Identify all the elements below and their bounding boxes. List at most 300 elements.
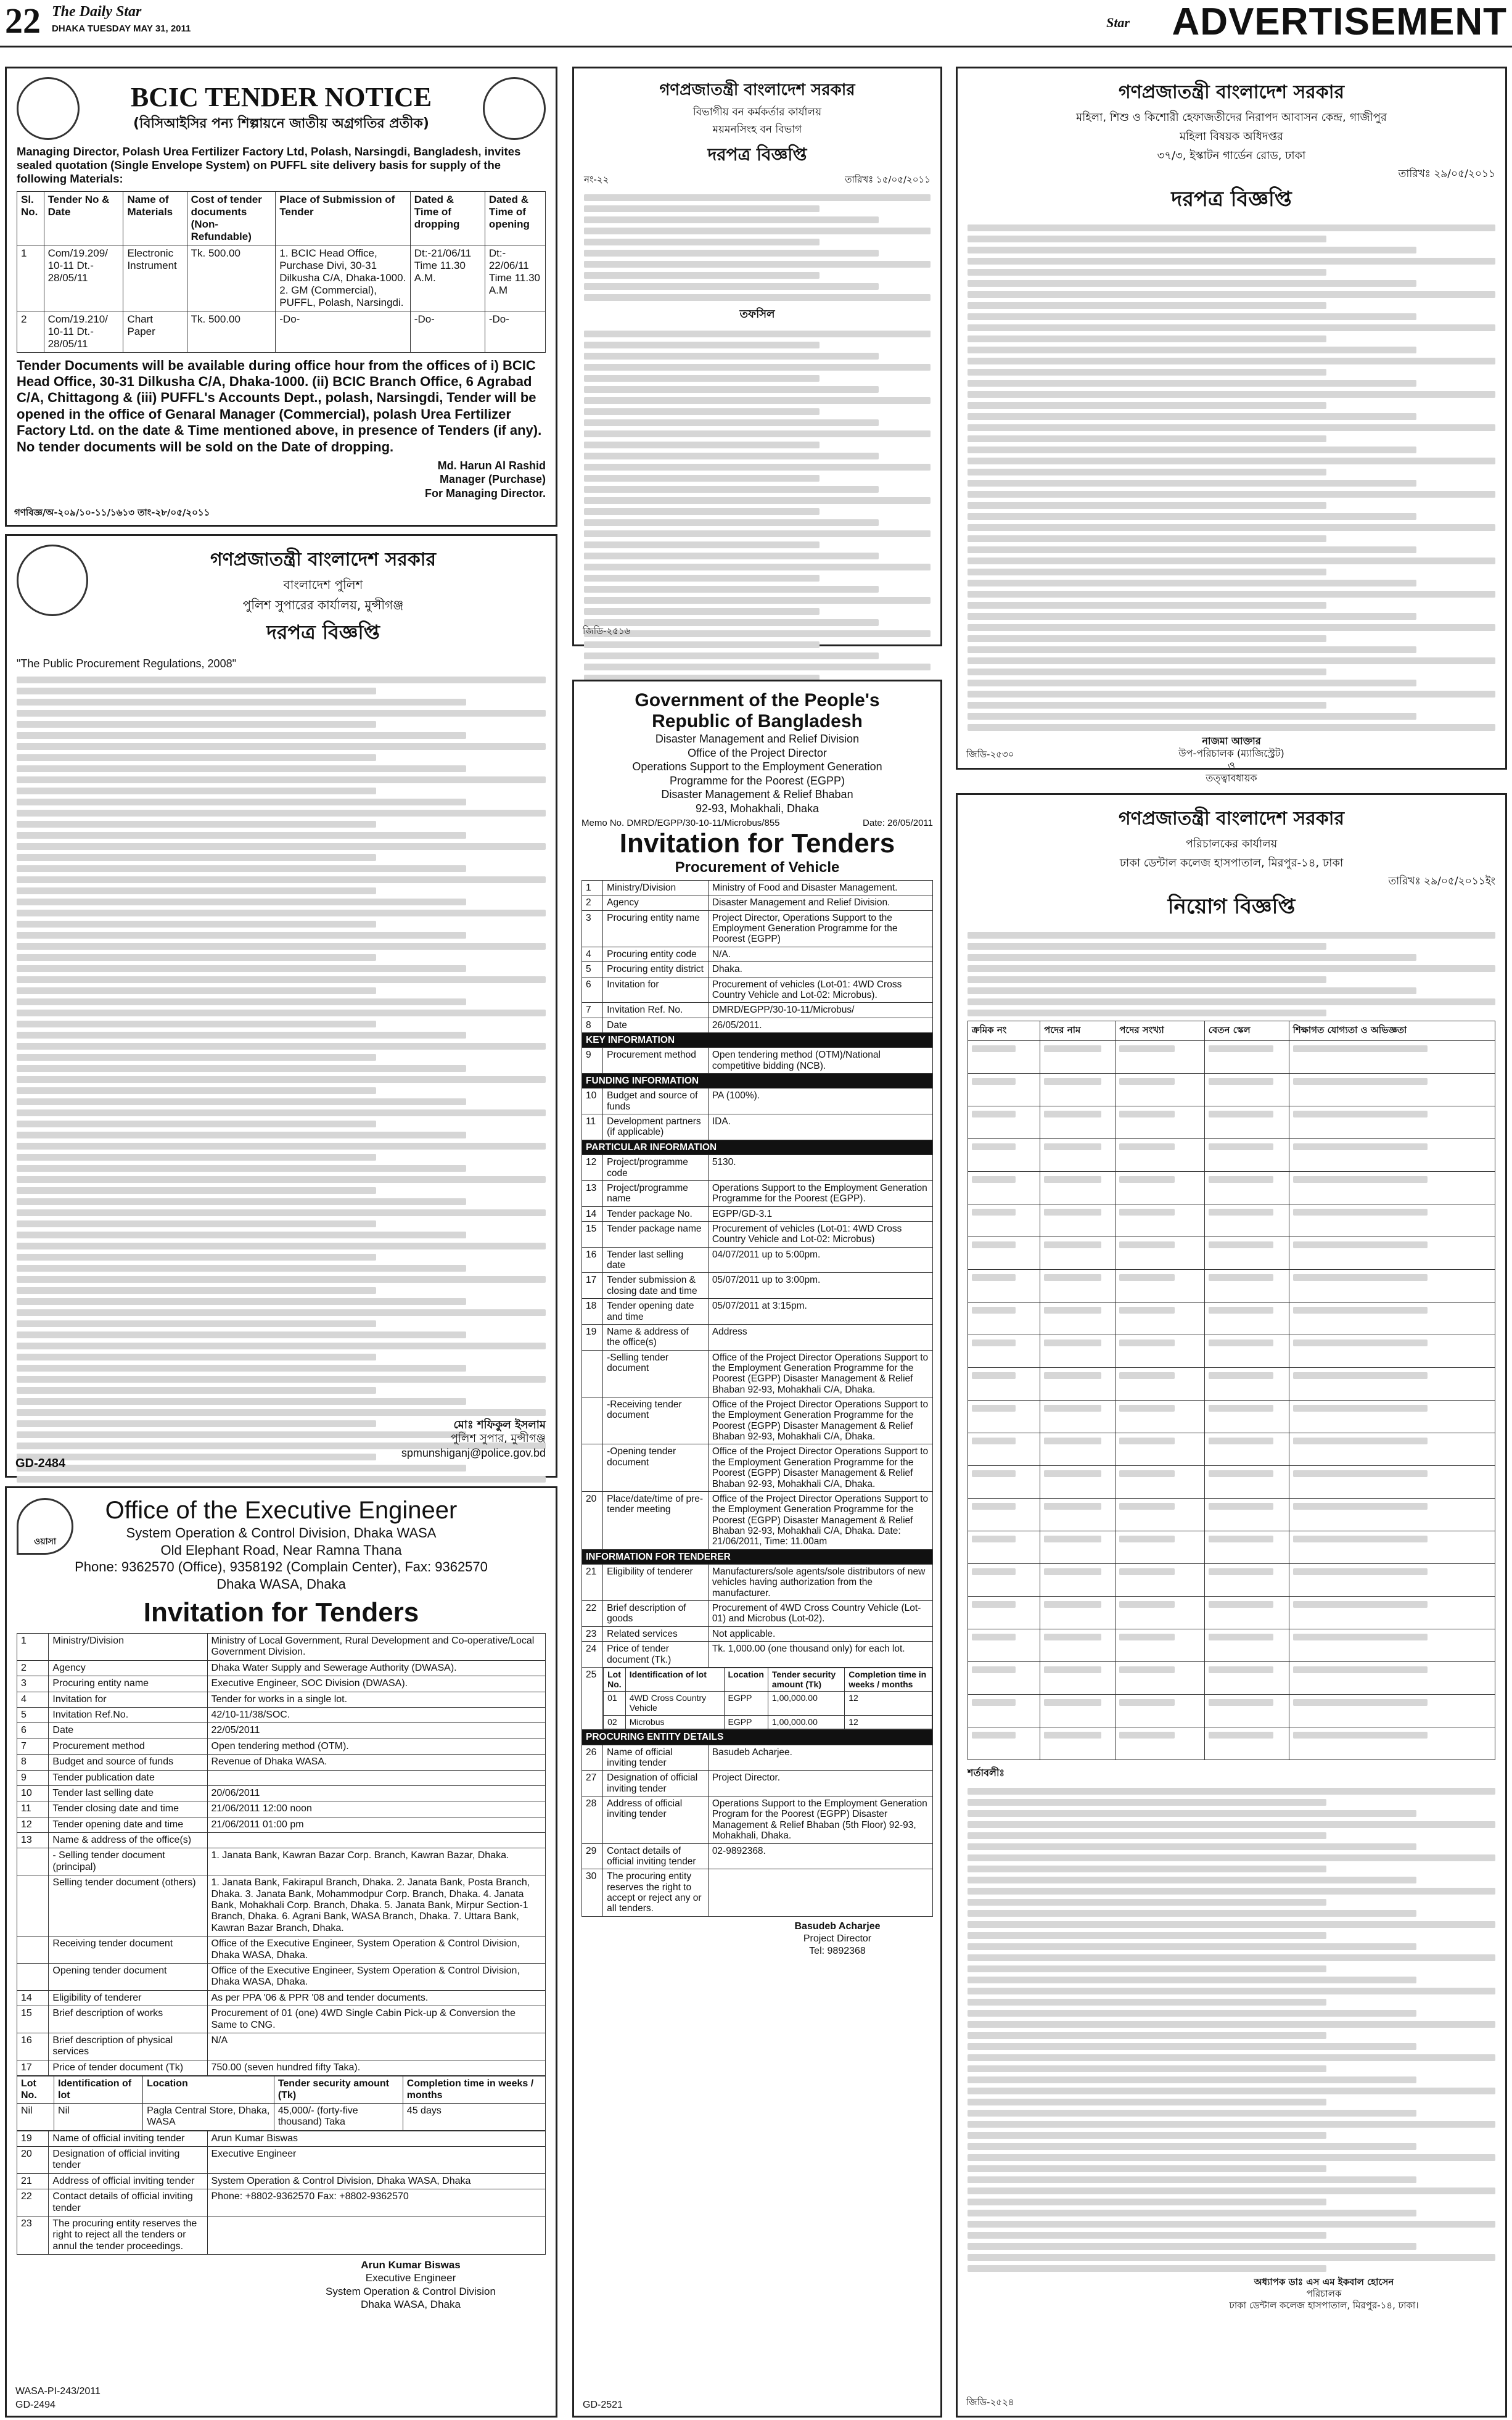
- illegible-text-line: [17, 832, 466, 839]
- illegible-text-line: [17, 1010, 546, 1016]
- table-row: [968, 1139, 1495, 1172]
- illegible-text-line: [968, 258, 1495, 265]
- illegible-text-line: [968, 435, 1326, 442]
- table-cell: [1116, 1499, 1205, 1531]
- row-number: 24: [582, 1642, 603, 1668]
- illegible-text-line: [968, 1010, 1326, 1016]
- field-label: Project/programme code: [603, 1155, 709, 1181]
- wasa-headline: Invitation for Tenders: [143, 1597, 419, 1628]
- illegible-text-line: [968, 413, 1416, 420]
- signatory-title: Manager (Purchase): [439, 473, 546, 486]
- illegible-text-line: [1293, 1405, 1428, 1412]
- field-label: Name of official inviting tender: [603, 1745, 709, 1771]
- field-value: DMRD/EGPP/30-10-11/Microbus/: [708, 1003, 932, 1018]
- signatory-name: নাজমা আক্তার: [1202, 735, 1261, 747]
- table-cell: [1204, 1629, 1289, 1662]
- dropping-time: Dt:-21/06/11 Time 11.30 A.M.: [410, 245, 485, 311]
- lot-identification: Microbus: [625, 1715, 724, 1729]
- illegible-text-line: [968, 1921, 1495, 1928]
- illegible-text-line: [17, 1309, 546, 1316]
- table-cell: [1204, 1172, 1289, 1204]
- disaster-tender-notice: [572, 680, 942, 2418]
- table-cell: [1040, 1695, 1116, 1727]
- field-value: Office of the Project Director Operations Support to the Employment Generation Programme for the Poorest (EGPP) Disaster Management & Relief Bhaban 92-93, Mohakhali C/A, Dhaka.: [708, 1444, 932, 1491]
- table-cell: [1289, 1335, 1495, 1368]
- field-value: Project Director.: [708, 1771, 932, 1796]
- table-row: [582, 947, 933, 961]
- table-cell: [1116, 1172, 1205, 1204]
- address-line: Phone: 9362570 (Office), 9358192 (Complain Center), Fax: 9362570: [75, 1559, 488, 1574]
- illegible-text-line: [17, 1465, 466, 1471]
- illegible-text-line: [972, 1241, 1016, 1248]
- field-label: Brief description of goods: [603, 1601, 709, 1627]
- forest-dept: ময়মনসিংহ বন বিভাগ: [712, 123, 802, 136]
- table-cell: [1116, 1466, 1205, 1499]
- column-header: Name of Materials: [123, 191, 187, 245]
- signatory-org: Dhaka WASA, Dhaka: [361, 2298, 461, 2310]
- submission-place: 1. BCIC Head Office, Purchase Divi, 30-31 Dilkusha C/A, Dhaka-1000. 2. GM (Commercial), PUFFL, Polash, Narsingdi.: [276, 245, 411, 311]
- field-label: Tender closing date and time: [49, 1801, 207, 1817]
- column-header: Cost of tender documents (Non-Refundable): [187, 191, 276, 245]
- table-row: [17, 1723, 546, 1739]
- field-label: Tender package name: [603, 1221, 709, 1247]
- bcic-ref: গণবিজ্ঞ/অ-২০৯/১০-১১/১৬১৩ তাং-২৮/০৫/২০১১: [14, 507, 210, 518]
- illegible-text-line: [17, 843, 546, 850]
- row-number: 21: [17, 2173, 49, 2189]
- table-row: [968, 1531, 1495, 1564]
- illegible-text-line: [968, 1843, 1416, 1850]
- illegible-text-line: [1044, 1176, 1101, 1183]
- field-label: Budget and source of funds: [49, 1755, 207, 1770]
- column-header: Location: [143, 2076, 274, 2104]
- table-cell: [1204, 1074, 1289, 1106]
- row-number: 26: [582, 1745, 603, 1771]
- field-value: IDA.: [708, 1114, 932, 1140]
- illegible-text-line: [1209, 1340, 1273, 1346]
- illegible-text-line: [1044, 1503, 1101, 1510]
- table-row: [604, 1715, 932, 1729]
- illegible-text-line: [968, 2199, 1326, 2205]
- illegible-text-line: [968, 702, 1326, 709]
- illegible-text-line: [1209, 1045, 1273, 1052]
- illegible-text-line: [17, 1331, 466, 1338]
- field-value: [207, 2216, 546, 2255]
- illegible-text-line: [968, 1810, 1416, 1817]
- illegible-text-line: [1209, 1470, 1273, 1477]
- table-cell: [1204, 1695, 1289, 1727]
- opening-time: Dt:- 22/06/11 Time 11.30 A.M: [485, 245, 545, 311]
- table-row: [17, 1739, 546, 1754]
- illegible-text-line: [1119, 1699, 1174, 1706]
- illegible-text-line: [1209, 1601, 1273, 1608]
- signatory-title: Executive Engineer: [365, 2272, 456, 2284]
- illegible-text-line: [17, 788, 376, 794]
- illegible-text-line: [968, 324, 1495, 331]
- table-row: [582, 1018, 933, 1032]
- illegible-text-line: [1119, 1470, 1174, 1477]
- table-cell: [1040, 1662, 1116, 1695]
- table-cell: [1204, 1466, 1289, 1499]
- table-row: [582, 1048, 933, 1074]
- signatory-phone: Tel: 9892368: [809, 1945, 866, 1956]
- illegible-text-line: [1209, 1307, 1273, 1314]
- row-number: [582, 1397, 603, 1444]
- field-value: 04/07/2011 up to 5:00pm.: [708, 1247, 932, 1273]
- illegible-text-line: [1293, 1470, 1428, 1477]
- illegible-text-line: [17, 1043, 546, 1050]
- disaster-subhead: Procurement of Vehicle: [675, 859, 840, 876]
- illegible-text-line: [17, 1398, 466, 1405]
- illegible-text-line: [17, 887, 376, 894]
- illegible-text-line: [1293, 1634, 1428, 1640]
- table-row: [582, 1796, 933, 1843]
- illegible-text-line: [1119, 1241, 1174, 1248]
- row-number: 13: [17, 1833, 49, 1848]
- illegible-text-line: [968, 635, 1326, 642]
- illegible-text-line: [968, 2010, 1416, 2017]
- field-value: 1. Janata Bank, Kawran Bazar Corp. Branch, Kawran Bazar, Dhaka.: [207, 1848, 546, 1875]
- illegible-text-line: [17, 1154, 376, 1161]
- illegible-text-line: [972, 1732, 1016, 1739]
- field-label: Eligibility of tenderer: [603, 1565, 709, 1601]
- illegible-text-line: [17, 1021, 376, 1027]
- illegible-text-line: [972, 1209, 1016, 1216]
- illegible-text-line: [17, 1165, 466, 1172]
- bcic-signatory: [17, 459, 546, 501]
- field-label: Price of tender document (Tk.): [603, 1642, 709, 1668]
- illegible-text-line: [968, 1866, 1326, 1872]
- illegible-text-line: [968, 1854, 1495, 1861]
- illegible-text-line: [1119, 1209, 1174, 1216]
- tender-no: Com/19.209/ 10-11 Dt.- 28/05/11: [44, 245, 123, 311]
- illegible-text-line: [972, 1078, 1016, 1085]
- illegible-text-line: [1119, 1601, 1174, 1608]
- table-row: [582, 1745, 933, 1771]
- illegible-text-line: [968, 2021, 1495, 2028]
- forest-intro: [584, 194, 931, 301]
- illegible-text-line: [1293, 1601, 1428, 1608]
- illegible-text-line: [968, 2232, 1326, 2239]
- table-row: [582, 895, 933, 910]
- illegible-text-line: [968, 1965, 1326, 1972]
- illegible-text-line: [584, 342, 820, 348]
- illegible-text-line: [968, 480, 1416, 487]
- table-row: [17, 1755, 546, 1770]
- table-cell: [1116, 1237, 1205, 1270]
- illegible-text-line: [17, 1254, 376, 1261]
- signatory-org: ঢাকা ডেন্টাল কলেজ হাসপাতাল, মিরপুর-১৪, ঢাকা।: [1229, 2299, 1419, 2311]
- illegible-text-line: [968, 513, 1416, 520]
- table-row: [604, 1692, 932, 1715]
- forest-tender-notice: [572, 67, 942, 646]
- field-value: 20/06/2011: [207, 1785, 546, 1801]
- field-value: Operations Support to the Employment Generation Program for the Poorest (EGPP) Disaster Management & Relief Bhaban (5th Floor) 92-93, Mohakhali, Dhaka.: [708, 1796, 932, 1843]
- illegible-text-line: [1209, 1274, 1273, 1281]
- illegible-text-line: [1044, 1111, 1101, 1117]
- illegible-text-line: [17, 1198, 466, 1205]
- illegible-text-line: [584, 652, 879, 659]
- illegible-text-line: [17, 1109, 546, 1116]
- illegible-text-line: [1293, 1241, 1428, 1248]
- illegible-text-line: [1293, 1438, 1428, 1444]
- table-cell: [1116, 1727, 1205, 1760]
- illegible-text-line: [17, 1276, 546, 1283]
- bcic-tender-notice: [5, 67, 557, 527]
- field-value: System Operation & Control Division, Dhaka WASA, Dhaka: [207, 2173, 546, 2189]
- row-number: 22: [582, 1601, 603, 1627]
- table-cell: [1289, 1303, 1495, 1335]
- page-header: [0, 0, 1512, 47]
- illegible-text-line: [584, 475, 820, 482]
- illegible-text-line: [968, 2032, 1326, 2039]
- address-line: Dhaka WASA, Dhaka: [216, 1576, 346, 1592]
- table-cell: [1040, 1727, 1116, 1760]
- table-cell: [1040, 1139, 1116, 1172]
- illegible-text-line: [17, 1431, 466, 1438]
- column-header: Tender No & Date: [44, 191, 123, 245]
- table-cell: [968, 1335, 1040, 1368]
- illegible-text-line: [584, 664, 931, 670]
- address-line: Operations Support to the Employment Generation: [632, 760, 882, 773]
- table-cell: [1116, 1139, 1205, 1172]
- illegible-text-line: [17, 1376, 546, 1383]
- police-sub: "The Public Procurement Regulations, 2008": [17, 657, 236, 670]
- illegible-text-line: [968, 402, 1326, 409]
- field-label: Designation of official inviting tender: [49, 2147, 207, 2174]
- police-signatory: [401, 1418, 546, 1460]
- illegible-text-line: [1293, 1274, 1428, 1281]
- illegible-text-line: [1044, 1209, 1101, 1216]
- row-number: 5: [17, 1707, 49, 1722]
- illegible-text-line: [968, 424, 1495, 431]
- table-cell: [968, 1172, 1040, 1204]
- tender-no: Com/19.210/ 10-11 Dt.- 28/05/11: [44, 311, 123, 352]
- illegible-text-line: [584, 597, 931, 604]
- table-row: [582, 881, 933, 895]
- table-cell: [1040, 1499, 1116, 1531]
- illegible-text-line: [968, 2176, 1416, 2183]
- forest-tag: জিডি-২৫১৬: [583, 625, 631, 636]
- row-number: 6: [17, 1723, 49, 1739]
- ministry-title: দরপত্র বিজ্ঞপ্তি: [1171, 187, 1292, 212]
- table-cell: [968, 1368, 1040, 1401]
- field-value: Office of the Executive Engineer, System Operation & Control Division, Dhaka WASA, Dhaka.: [207, 1963, 546, 1990]
- forest-office: বিভাগীয় বন কর্মকর্তার কার্যালয়: [692, 106, 822, 118]
- illegible-text-line: [17, 699, 466, 706]
- signatory-title: পুলিশ সুপার, মুন্সীগঞ্জ: [450, 1432, 546, 1445]
- illegible-text-line: [584, 239, 820, 245]
- illegible-text-line: [17, 1454, 376, 1460]
- table-cell: [968, 1074, 1040, 1106]
- illegible-text-line: [972, 1699, 1016, 1706]
- field-value: 05/07/2011 at 3:15pm.: [708, 1299, 932, 1325]
- field-label: Contact details of official inviting tender: [49, 2189, 207, 2216]
- bcic-logo-icon: [17, 77, 80, 140]
- illegible-text-line: [584, 397, 931, 404]
- field-label: Price of tender document (Tk): [49, 2060, 207, 2075]
- illegible-text-line: [1044, 1536, 1101, 1542]
- row-number: [17, 1875, 49, 1936]
- illegible-text-line: [584, 353, 879, 360]
- illegible-text-line: [17, 732, 466, 739]
- illegible-text-line: [968, 691, 1495, 698]
- illegible-text-line: [1293, 1536, 1428, 1542]
- table-cell: [1116, 1303, 1205, 1335]
- column-header: Tender security amount (Tk): [274, 2076, 403, 2104]
- illegible-text-line: [17, 1132, 466, 1138]
- illegible-text-line: [968, 380, 1416, 387]
- field-value: Open tendering method (OTM)/National competitive bidding (NCB).: [708, 1048, 932, 1074]
- wasa-logo-icon: [17, 1498, 73, 1555]
- table-row: [968, 1270, 1495, 1303]
- illegible-text-line: [1209, 1241, 1273, 1248]
- table-row: [17, 1785, 546, 1801]
- table-row: [17, 2147, 546, 2174]
- illegible-text-line: [968, 391, 1495, 398]
- row-number: 27: [582, 1771, 603, 1796]
- field-label: Procuring entity name: [603, 910, 709, 947]
- field-label: Address of official inviting tender: [603, 1796, 709, 1843]
- illegible-text-line: [968, 613, 1416, 620]
- table-cell: [968, 1499, 1040, 1531]
- table-cell: [1040, 1335, 1116, 1368]
- table-cell: [1116, 1106, 1205, 1139]
- wasa-table-2: [17, 2131, 546, 2255]
- illegible-text-line: [968, 713, 1416, 720]
- illegible-text-line: [1293, 1340, 1428, 1346]
- wasa-tender-notice: [5, 1486, 557, 2418]
- field-value: 26/05/2011.: [708, 1018, 932, 1032]
- illegible-text-line: [17, 743, 546, 750]
- field-value: [207, 1770, 546, 1785]
- row-number: 28: [582, 1796, 603, 1843]
- table-row: [17, 311, 546, 352]
- illegible-text-line: [1293, 1307, 1428, 1314]
- row-number: [582, 1444, 603, 1491]
- row-number: 9: [582, 1048, 603, 1074]
- field-label: - Selling tender document (principal): [49, 1848, 207, 1875]
- illegible-text-line: [17, 921, 376, 928]
- illegible-text-line: [17, 954, 376, 961]
- illegible-text-line: [17, 899, 466, 905]
- dropping-time: -Do-: [410, 311, 485, 352]
- field-label: Ministry/Division: [49, 1634, 207, 1661]
- field-value: Procurement of vehicles (Lot-01: 4WD Cross Country Vehicle and Lot-02: Microbus).: [708, 977, 932, 1003]
- illegible-text-line: [968, 646, 1416, 653]
- field-label: Contact details of official inviting tender: [603, 1843, 709, 1869]
- illegible-text-line: [17, 1032, 466, 1039]
- ministry-body: [968, 224, 1495, 731]
- table-row: [582, 1626, 933, 1641]
- lot-security: 1,00,000.00: [768, 1692, 844, 1715]
- bcic-tagline: (বিসিআইসির পন্য শিল্পায়নে জাতীয় অগ্রগতির প্রতীক): [133, 116, 429, 131]
- table-row: [582, 1444, 933, 1491]
- illegible-text-line: [584, 630, 931, 637]
- illegible-text-line: [17, 1232, 466, 1238]
- illegible-text-line: [968, 2088, 1495, 2094]
- illegible-text-line: [968, 954, 1416, 961]
- table-cell: [1289, 1172, 1495, 1204]
- illegible-text-line: [1119, 1405, 1174, 1412]
- illegible-text-line: [584, 386, 879, 393]
- table-cell: [968, 1695, 1040, 1727]
- table-row: [968, 1597, 1495, 1629]
- illegible-text-line: [17, 1121, 376, 1127]
- table-row: [17, 1833, 546, 1848]
- forest-ref: নং-২২: [584, 174, 609, 185]
- table-row: [17, 2006, 546, 2033]
- niyog-terms-body: [968, 1788, 1495, 2272]
- illegible-text-line: [1293, 1209, 1428, 1216]
- illegible-text-line: [1119, 1666, 1174, 1673]
- field-label: Related services: [603, 1626, 709, 1641]
- table-cell: [1040, 1433, 1116, 1466]
- illegible-text-line: [968, 2221, 1495, 2228]
- field-value: 02-9892368.: [708, 1843, 932, 1869]
- field-value: 42/10-11/38/SOC.: [207, 1707, 546, 1722]
- field-label: Budget and source of funds: [603, 1089, 709, 1114]
- table-row: [17, 1660, 546, 1676]
- table-cell: [1289, 1531, 1495, 1564]
- illegible-text-line: [17, 854, 376, 861]
- table-row: [582, 910, 933, 947]
- illegible-text-line: [1119, 1372, 1174, 1379]
- bcic-title: BCIC TENDER NOTICE: [130, 82, 432, 112]
- table-row: [582, 1089, 933, 1114]
- disaster-signatory: [742, 1920, 933, 1957]
- row-number: 19: [17, 2131, 49, 2146]
- illegible-text-line: [972, 1634, 1016, 1640]
- signatory-role: তত্ত্বাবধায়ক: [1206, 772, 1257, 784]
- table-row: [968, 1564, 1495, 1597]
- row-number: 6: [582, 977, 603, 1003]
- illegible-text-line: [972, 1372, 1016, 1379]
- forest-schedule: তফসিল: [739, 308, 775, 321]
- illegible-text-line: [972, 1176, 1016, 1183]
- illegible-text-line: [1293, 1078, 1428, 1085]
- field-label: Project/programme name: [603, 1180, 709, 1206]
- column-header: Tender security amount (Tk): [768, 1668, 844, 1691]
- illegible-text-line: [17, 810, 546, 817]
- illegible-text-line: [584, 194, 931, 201]
- column-header: Dated & Time of opening: [485, 191, 545, 245]
- illegible-text-line: [968, 369, 1326, 376]
- illegible-text-line: [17, 1287, 376, 1294]
- illegible-text-line: [972, 1438, 1016, 1444]
- illegible-text-line: [968, 2243, 1416, 2250]
- table-row: [17, 1848, 546, 1875]
- niyog-title: নিয়োগ বিজ্ঞপ্তি: [1167, 894, 1296, 919]
- illegible-text-line: [17, 1476, 546, 1483]
- illegible-text-line: [1209, 1699, 1273, 1706]
- illegible-text-line: [17, 721, 376, 728]
- table-row: [968, 1041, 1495, 1074]
- illegible-text-line: [972, 1307, 1016, 1314]
- table-row: [17, 1936, 546, 1964]
- table-row: [17, 2173, 546, 2189]
- table-row: [17, 1801, 546, 1817]
- field-value: PA (100%).: [708, 1089, 932, 1114]
- table-cell: [1040, 1401, 1116, 1433]
- field-value: Dhaka.: [708, 962, 932, 977]
- table-row: [968, 1662, 1495, 1695]
- police-emblem-icon: [17, 545, 88, 616]
- opening-time: -Do-: [485, 311, 545, 352]
- tender-cost: Tk. 500.00: [187, 245, 276, 311]
- row-number: 2: [582, 895, 603, 910]
- table-row: [582, 1273, 933, 1299]
- illegible-text-line: [584, 250, 879, 257]
